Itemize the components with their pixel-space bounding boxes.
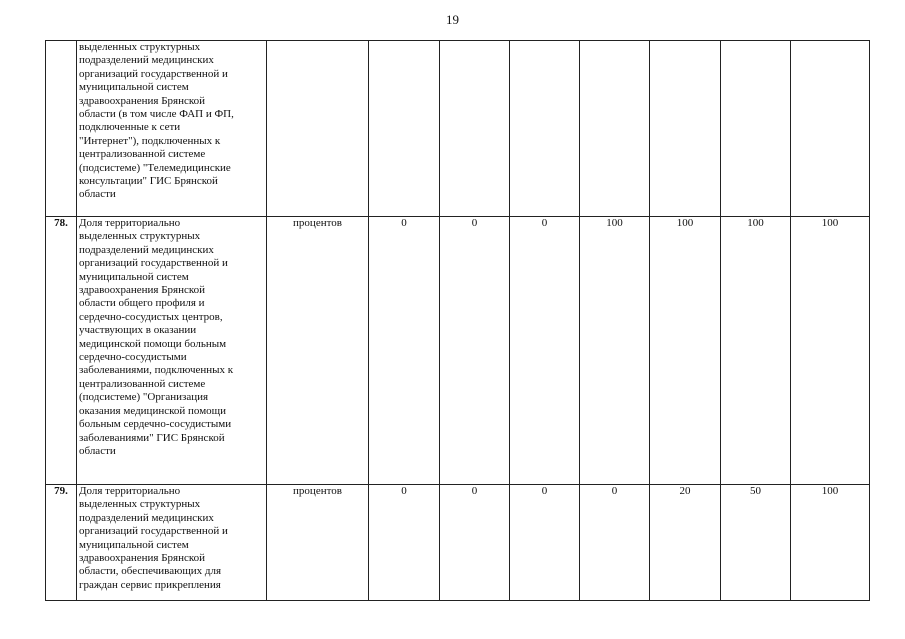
value-cell bbox=[650, 41, 721, 217]
value-cell: 50 bbox=[721, 485, 791, 601]
description-line: централизованной системе bbox=[79, 377, 206, 390]
value-cell bbox=[369, 41, 440, 217]
value-cell bbox=[721, 41, 791, 217]
description-line: муниципальной систем bbox=[79, 538, 189, 551]
indicator-description bbox=[77, 485, 267, 601]
description-line: граждан сервис прикрепления bbox=[79, 578, 221, 591]
indicator-description bbox=[77, 217, 267, 485]
description-line: области bbox=[79, 444, 116, 457]
description-line: (подсистеме) "Организация bbox=[79, 391, 209, 404]
description-line: подразделений медицинских bbox=[79, 54, 214, 67]
description-line: здравоохранения Брянской bbox=[79, 94, 206, 107]
description-line: заболеваниями, подключенных к bbox=[79, 364, 234, 377]
value-cell: 0 bbox=[510, 217, 580, 485]
description-line: Доля территориально bbox=[79, 217, 181, 229]
page-number: 19 bbox=[446, 12, 459, 27]
description-line: Доля территориально bbox=[79, 485, 181, 497]
description-line: выделенных структурных bbox=[79, 230, 201, 243]
description-line: муниципальной систем bbox=[79, 270, 189, 283]
description-line: организаций государственной и bbox=[79, 525, 228, 538]
description-line: оказания медицинской помощи bbox=[79, 404, 227, 417]
value-cell: 0 bbox=[580, 485, 650, 601]
row-number bbox=[46, 41, 77, 217]
description-line: организаций государственной и bbox=[79, 67, 228, 80]
description-line: подразделений медицинских bbox=[79, 243, 214, 256]
description-line: выделенных структурных bbox=[79, 498, 201, 511]
indicators-table bbox=[45, 40, 870, 601]
description-line: области, обеспечивающих для bbox=[79, 565, 222, 578]
value-cell: 100 bbox=[580, 217, 650, 485]
unit-cell: процентов bbox=[267, 485, 369, 601]
description-line: здравоохранения Брянской bbox=[79, 552, 206, 565]
description-line: консультации" ГИС Брянской bbox=[79, 175, 218, 188]
value-cell: 20 bbox=[650, 485, 721, 601]
description-line: сердечно-сосудистых центров, bbox=[79, 310, 223, 323]
value-cell bbox=[510, 41, 580, 217]
table-row bbox=[46, 41, 870, 217]
description-line: здравоохранения Брянской bbox=[79, 284, 206, 297]
description-line: выделенных структурных bbox=[79, 41, 201, 53]
row-number: 78. bbox=[46, 217, 77, 485]
table-body bbox=[46, 41, 870, 601]
description-line: области общего профиля и bbox=[79, 297, 205, 310]
unit-cell bbox=[267, 41, 369, 217]
description-line: области bbox=[79, 188, 116, 201]
value-cell bbox=[580, 41, 650, 217]
value-cell: 0 bbox=[440, 217, 510, 485]
description-line: подключенные к сети bbox=[79, 121, 181, 134]
value-cell: 100 bbox=[791, 485, 870, 601]
value-cell: 0 bbox=[369, 217, 440, 485]
description-line: подразделений медицинских bbox=[79, 511, 214, 524]
description-line: организаций государственной и bbox=[79, 257, 228, 270]
description-line: централизованной системе bbox=[79, 148, 206, 161]
description-line: (подсистеме) "Телемедицинские bbox=[79, 161, 231, 174]
value-cell: 100 bbox=[650, 217, 721, 485]
description-line: муниципальной систем bbox=[79, 81, 189, 94]
row-number: 79. bbox=[46, 485, 77, 601]
unit-cell: процентов bbox=[267, 217, 369, 485]
table-row bbox=[46, 217, 870, 485]
description-line: участвующих в оказании bbox=[79, 324, 197, 337]
description-line: заболеваниями" ГИС Брянской bbox=[79, 431, 225, 444]
value-cell: 0 bbox=[510, 485, 580, 601]
table-row bbox=[46, 485, 870, 601]
description-line: "Интернет"), подключенных к bbox=[79, 134, 221, 147]
indicator-description bbox=[77, 41, 267, 217]
description-line: области (в том числе ФАП и ФП, bbox=[79, 108, 234, 121]
description-line: медицинской помощи больным bbox=[79, 337, 227, 350]
value-cell: 0 bbox=[440, 485, 510, 601]
value-cell: 0 bbox=[369, 485, 440, 601]
description-line: больным сердечно-сосудистыми bbox=[79, 418, 232, 431]
value-cell: 100 bbox=[721, 217, 791, 485]
value-cell bbox=[440, 41, 510, 217]
description-line: сердечно-сосудистыми bbox=[79, 351, 187, 364]
value-cell: 100 bbox=[791, 217, 870, 485]
value-cell bbox=[791, 41, 870, 217]
